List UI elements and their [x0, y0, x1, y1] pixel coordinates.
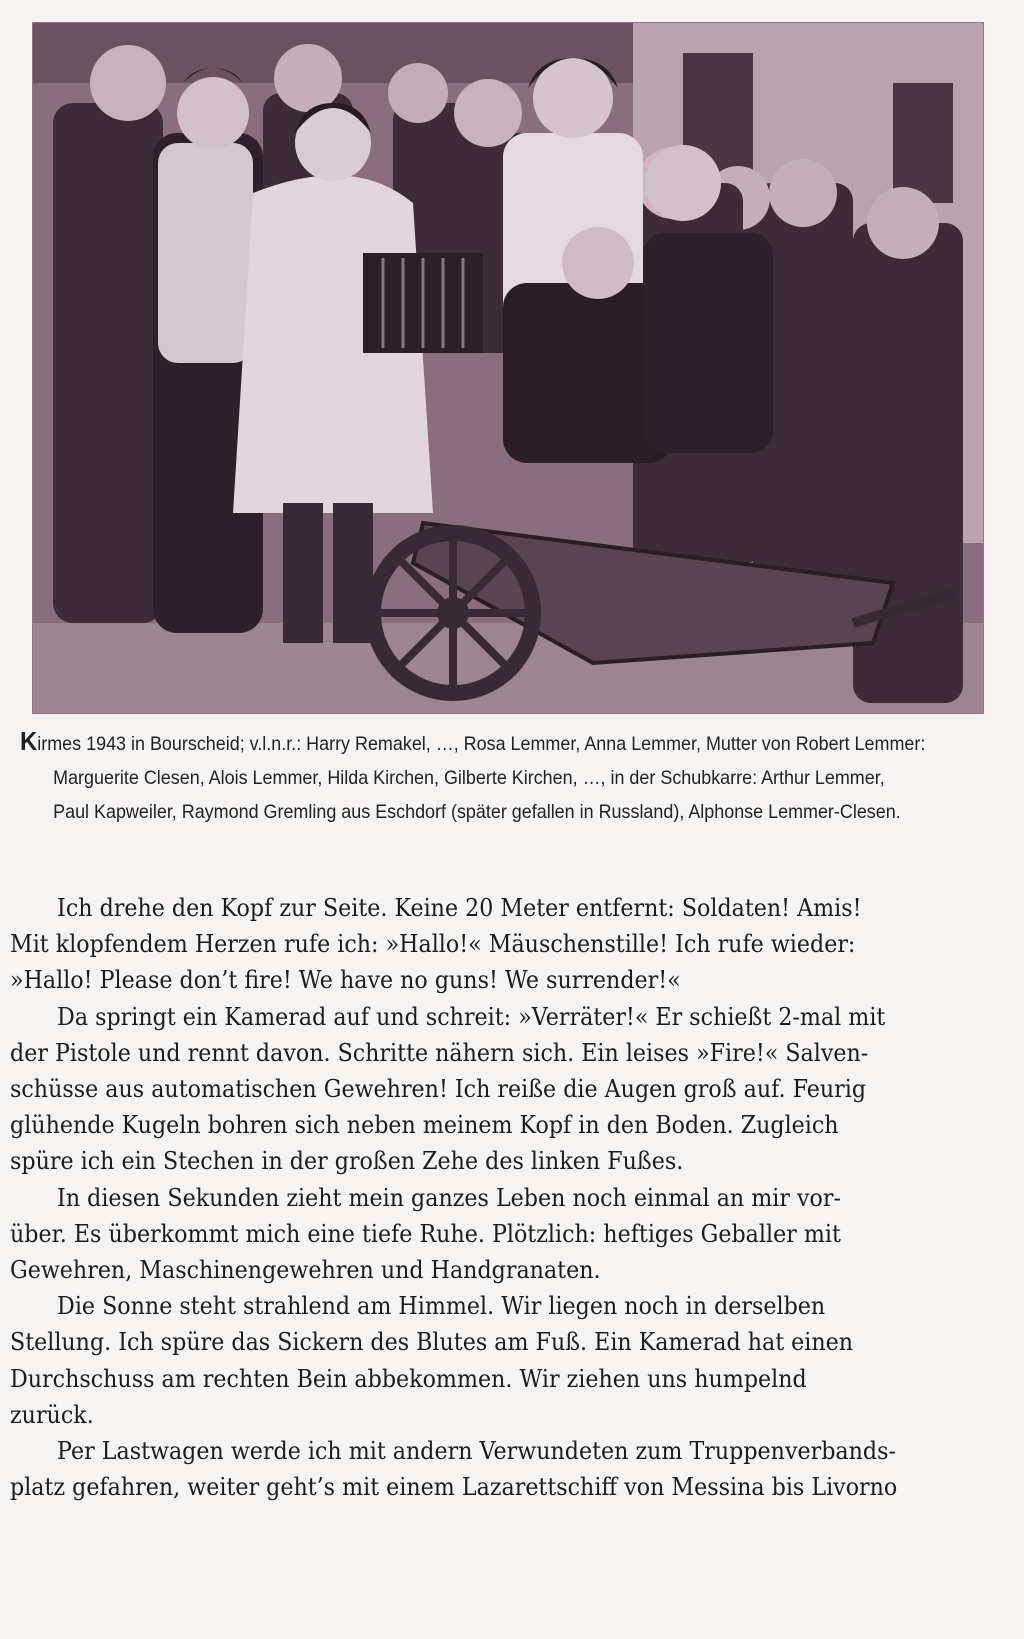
- body-line: schüsse aus automatischen Gewehren! Ich reiße die Augen groß auf. Feurig: [10, 1074, 867, 1104]
- body-text: [10, 890, 898, 1505]
- body-line: platz gefahren, weiter geht’s mit einem Lazarettschiff von Messina bis Livorno: [10, 1472, 898, 1502]
- body-line: Ich drehe den Kopf zur Seite. Keine 20 Meter entfernt: Soldaten! Amis!: [57, 893, 862, 922]
- caption-line: Paul Kapweiler, Raymond Gremling aus Eschdorf (später gefallen in Russland), Alphonse Lemmer-Clesen.: [53, 801, 901, 823]
- body-line: zurück.: [10, 1399, 94, 1429]
- photo-caption: [20, 724, 926, 829]
- body-line: Mit klopfendem Herzen rufe ich: »Hallo!« Mäuschenstille! Ich rufe wieder:: [10, 929, 856, 959]
- body-line: über. Es überkommt mich eine tiefe Ruhe. Plötzlich: heftiges Geballer mit: [10, 1218, 841, 1248]
- body-line: »Hallo! Please don’t fire! We have no guns! We surrender!«: [10, 965, 681, 995]
- body-line: glühende Kugeln bohren sich neben meinem Kopf in den Boden. Zugleich: [10, 1110, 839, 1140]
- caption-lead-letter: K: [20, 726, 38, 756]
- caption-line: [20, 724, 926, 761]
- body-line: spüre ich ein Stechen in der großen Zehe des linken Fußes.: [10, 1146, 684, 1176]
- body-line: Per Lastwagen werde ich mit andern Verwundeten zum Truppenverbands-: [57, 1436, 896, 1466]
- group-photo: [32, 22, 984, 714]
- photo-illustration: [33, 23, 983, 713]
- body-line: der Pistole und rennt davon. Schritte nähern sich. Ein leises »Fire!« Salven-: [10, 1037, 869, 1067]
- body-line: Gewehren, Maschinengewehren und Handgranaten.: [10, 1255, 601, 1285]
- caption-line: Marguerite Clesen, Alois Lemmer, Hilda Kirchen, Gilberte Kirchen, …, in der Schubkarre: Arthur Lemmer,: [53, 767, 885, 789]
- body-line: Stellung. Ich spüre das Sickern des Blutes am Fuß. Ein Kamerad hat einen: [10, 1327, 854, 1357]
- caption-line-text: irmes 1943 in Bourscheid; v.l.n.r.: Harry Remakel, …, Rosa Lemmer, Anna Lemmer, Mutter von Robert Lemmer:: [37, 733, 926, 755]
- body-line: Die Sonne steht strahlend am Himmel. Wir liegen noch in derselben: [57, 1291, 826, 1321]
- body-line: Durchschuss am rechten Bein abbekommen. Wir ziehen uns humpelnd: [10, 1363, 807, 1393]
- body-line: In diesen Sekunden zieht mein ganzes Leben noch einmal an mir vor-: [57, 1182, 841, 1212]
- body-line: Da springt ein Kamerad auf und schreit: »Verräter!« Er schießt 2-mal mit: [57, 1001, 886, 1031]
